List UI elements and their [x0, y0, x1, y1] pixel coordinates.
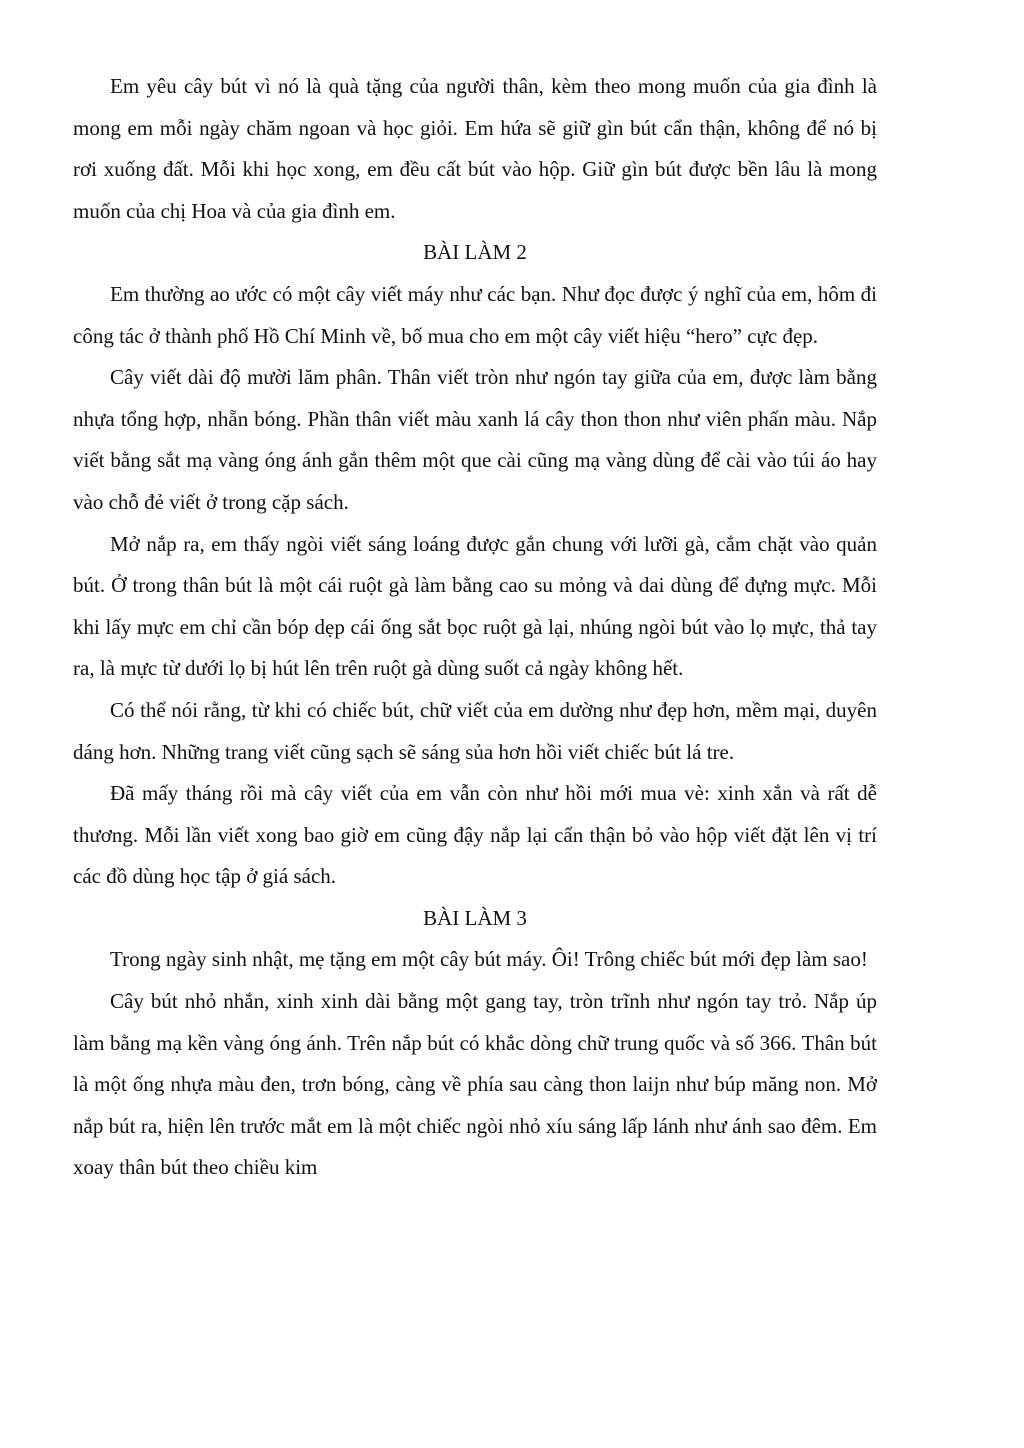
section2-paragraph-5: Đã mấy tháng rồi mà cây viết của em vẫn còn như hồi mới mua vè: xinh xắn và rất dễ thương. Mỗi lần viết xong bao giờ em cũng đậy nắp lại cẩn thận bỏ vào hộp viết đặt lên vị trí các đồ dùng học tập ở giá sách. [73, 781, 877, 889]
section2-paragraph-2: Cây viết dài độ mười lăm phân. Thân viết tròn như ngón tay giữa của em, được làm bằng nhựa tổng hợp, nhẵn bóng. Phần thân viết màu xanh lá cây thon thon như viên phấn màu. Nắp viết bằng sắt mạ vàng óng ánh gắn thêm một que cài cũng mạ vàng dùng để cài vào túi áo hay vào chỗ đẻ viết ở trong cặp sách. [73, 365, 877, 514]
section3-paragraph-1: Trong ngày sinh nhật, mẹ tặng em một cây bút máy. Ôi! Trông chiếc bút mới đẹp làm sao! [110, 947, 868, 972]
section-heading-3: BÀI LÀM 3 [423, 905, 527, 930]
section2-paragraph-1: Em thường ao ước có một cây viết máy như các bạn. Như đọc được ý nghĩ của em, hôm đi công tác ở thành phố Hồ Chí Minh về, bố mua cho em một cây viết hiệu “hero” cực đẹp. [73, 281, 877, 348]
section2-paragraph-4: Có thể nói rằng, từ khi có chiếc bút, chữ viết của em dường như đẹp hơn, mềm mại, duyên dáng hơn. Những trang viết cũng sạch sẽ sáng sủa hơn hồi viết chiếc bút lá tre. [73, 697, 877, 764]
paragraph-intro: Em yêu cây bút vì nó là quà tặng của người thân, kèm theo mong muốn của gia đình là mong em mỗi ngày chăm ngoan và học giỏi. Em hứa sẽ giữ gìn bút cẩn thận, không để nó bị rơi xuống đất. Mỗi khi học xong, em đều cất bút vào hộp. Giữ gìn bút được bền lâu là mong muốn của chị Hoa và của gia đình em. [73, 74, 877, 223]
document-page [73, 66, 877, 1189]
section3-paragraph-2: Cây bút nhỏ nhắn, xinh xinh dài bằng một gang tay, tròn trĩnh như ngón tay trỏ. Nắp úp làm bằng mạ kền vàng óng ánh. Trên nắp bút có khắc dòng chữ trung quốc và số 366. Thân bút là một ống nhựa màu đen, trơn bóng, càng về phía sau càng thon laijn như búp măng non. Mở nắp bút ra, hiện lên trước mắt em là một chiếc ngòi nhỏ xíu sáng lấp lánh như ánh sao đêm. Em xoay thân bút theo chiều kim [73, 989, 877, 1180]
section2-paragraph-3: Mở nắp ra, em thấy ngòi viết sáng loáng được gắn chung với lưỡi gà, cắm chặt vào quản bút. Ở trong thân bút là một cái ruột gà làm bằng cao su mỏng và dai dùng để đựng mực. Mỗi khi lấy mực em chỉ cần bóp dẹp cái ống sắt bọc ruột gà lại, nhúng ngòi bút vào lọ mực, thả tay ra, là mực từ dưới lọ bị hút lên trên ruột gà dùng suốt cả ngày không hết. [73, 531, 877, 681]
section-heading-2: BÀI LÀM 2 [423, 240, 527, 265]
